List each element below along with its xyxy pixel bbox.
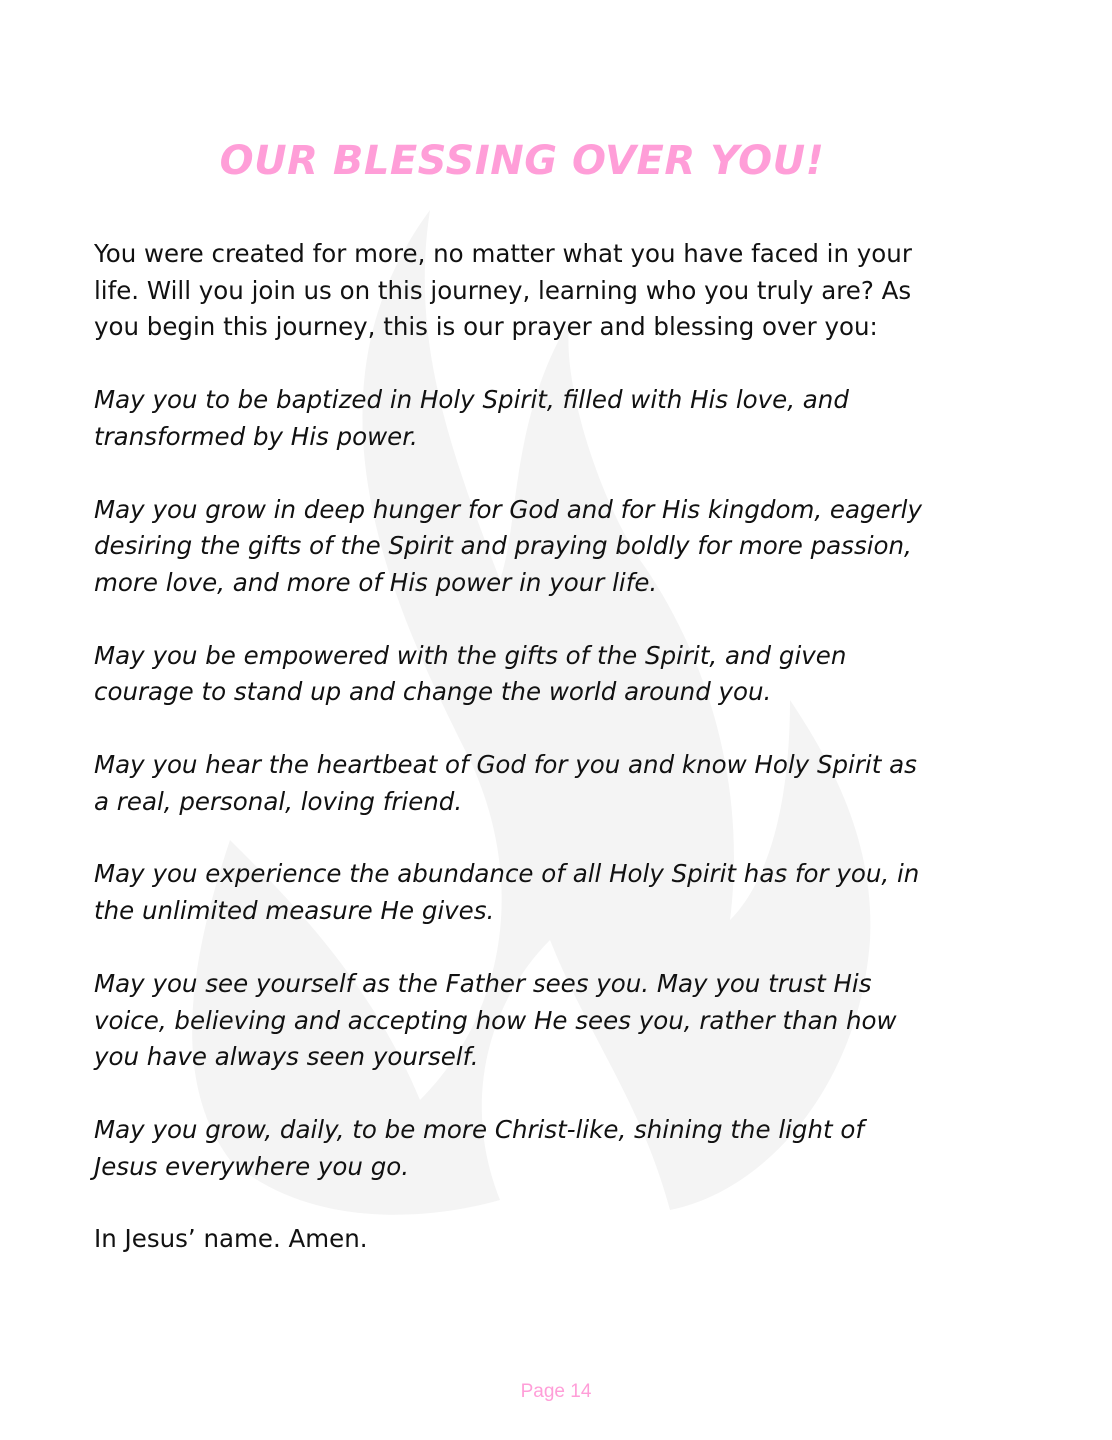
text-line: May you see yourself as the Father sees you. May you trust His	[94, 968, 872, 998]
text-line: the unlimited measure He gives.	[94, 896, 495, 926]
text-line: life. Will you join us on this journey, learning who you truly are? As	[94, 275, 912, 305]
text-line: May you grow, daily, to be more Christ-like, shining the light of	[94, 1114, 865, 1144]
blessing-paragraph	[94, 856, 1034, 929]
blessing-paragraph	[94, 1112, 1034, 1185]
text-line: more love, and more of His power in your life.	[94, 567, 658, 597]
text-line: a real, personal, loving friend.	[94, 786, 463, 816]
text-line: you have always seen yourself.	[94, 1042, 479, 1072]
text-line: May you be empowered with the gifts of the Spirit, and given	[94, 640, 847, 670]
blessing-paragraph	[94, 382, 1034, 455]
text-line: courage to stand up and change the world around you.	[94, 677, 772, 707]
text-line: transformed by His power.	[94, 421, 418, 451]
blessing-paragraph	[94, 492, 1034, 602]
intro-paragraph	[94, 236, 1034, 346]
text-line: desiring the gifts of the Spirit and praying boldly for more passion,	[94, 531, 912, 561]
closing-line	[94, 1221, 1034, 1258]
text-line: voice, believing and accepting how He sees you, rather than how	[94, 1005, 897, 1035]
text-line: You were created for more, no matter what you have faced in your	[94, 239, 912, 268]
text-line: May you hear the heartbeat of God for you and know Holy Spirit as	[94, 750, 917, 780]
page-title: OUR BLESSING OVER YOU!	[219, 138, 825, 184]
blessing-body	[94, 236, 1034, 1294]
page-number: Page 14	[520, 1381, 592, 1402]
blessing-paragraph	[94, 966, 1034, 1076]
text-line: Jesus everywhere you go.	[94, 1151, 410, 1181]
text-line: you begin this journey, this is our prayer and blessing over you:	[94, 312, 878, 342]
blessing-paragraph	[94, 747, 1034, 820]
text-line: May you experience the abundance of all Holy Spirit has for you, in	[94, 859, 920, 889]
blessing-paragraph	[94, 638, 1034, 711]
text-line: In Jesus’ name. Amen.	[94, 1224, 368, 1254]
text-line: May you to be baptized in Holy Spirit, filled with His love, and	[94, 385, 849, 415]
text-line: May you grow in deep hunger for God and for His kingdom, eagerly	[94, 494, 922, 524]
